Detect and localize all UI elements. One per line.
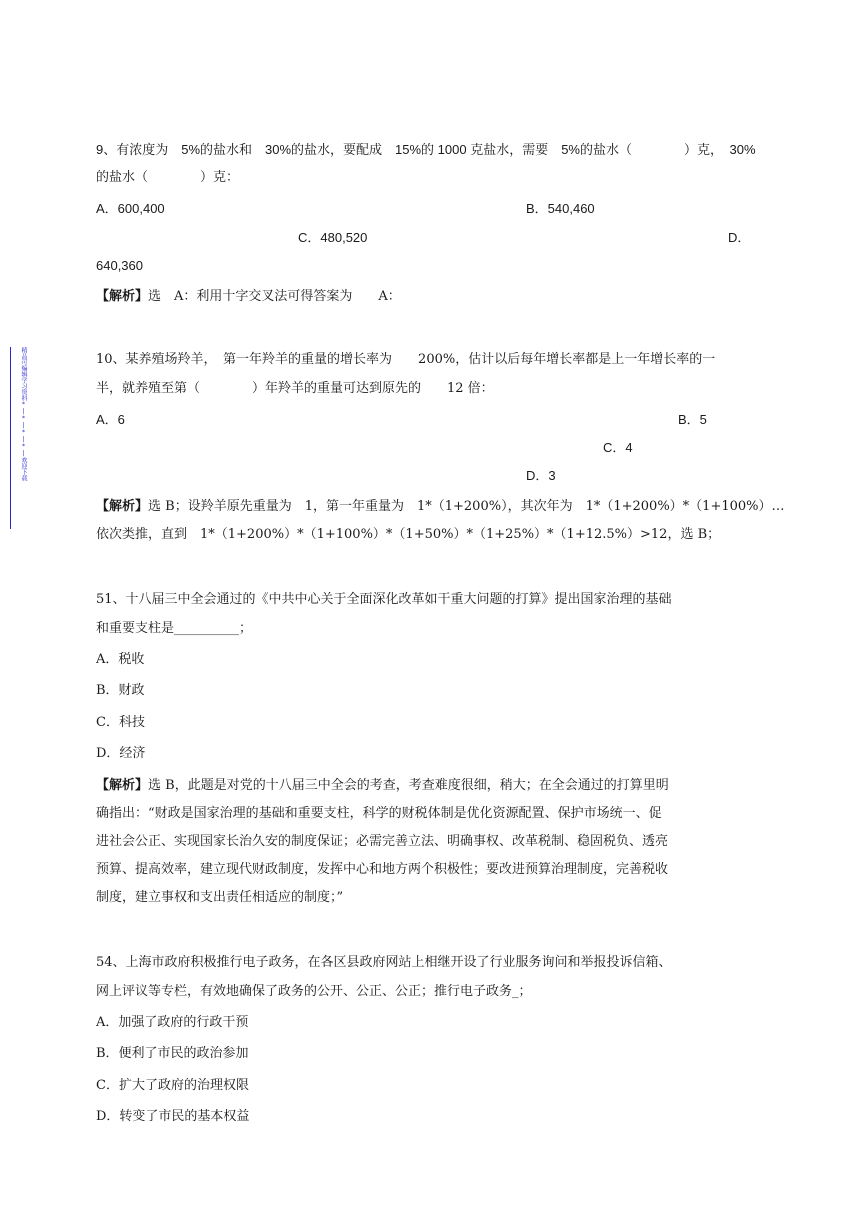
q10-option-d: D．3 [526, 468, 556, 483]
q9-option-d: D． [728, 230, 751, 245]
analysis-text: 选 A：利用十字交叉法可得答案为 A： [148, 289, 401, 304]
q9-stem-line-1: 9、有浓度为 5%的盐水和 30%的盐水，要配成 15%的 1000 克盐水，需要 5%的盐水（ ）克， 30% [96, 142, 756, 157]
q51-stem-line-1: 51、十八届三中全会通过的《中共中心关于全面深化改革如干重大问题的打算》提出国家治理的基础 [96, 592, 672, 607]
q51-option-a: A．税收 [96, 652, 145, 667]
q10-stem-line-2: 半，就养殖至第（ ）年羚羊的重量可达到原先的 12 倍： [96, 381, 494, 396]
q10-stem-line-1: 10、某养殖场羚羊， 第一年羚羊的重量的增长率为 200%，估计以后每年增长率都是上一年增长率的一 [96, 352, 716, 367]
q10-analysis-line-2: 依次类推，直到 1*（1+200%）*（1+100%）*（1+50%）*（1+25%）*（1+12.5%）>12，选 B； [96, 527, 721, 542]
analysis-text: 选 B，此题是对党的十八届三中全会的考查，考查难度很细，稍大；在全会通过的打算里明 [148, 778, 669, 793]
q51-option-d: D．经济 [96, 746, 146, 761]
analysis-text: 选 B；设羚羊原先重量为 1，第一年重量为 1*（1+200%），其次年为 1*（1+200%）*（1+100%）… [148, 499, 785, 514]
q51-analysis-line-4: 预算、提高效率，建立现代财政制度，发挥中心和地方两个积极性；要改进预算治理制度，完善税收 [96, 862, 669, 877]
q54-option-d: D．转变了市民的基本权益 [96, 1109, 250, 1124]
q9-option-a: A．600,400 [96, 201, 165, 216]
q10-analysis-line-1 [96, 498, 785, 516]
q9-option-c: C．480,520 [298, 230, 368, 245]
q54-option-c: C．扩大了政府的治理权限 [96, 1078, 249, 1093]
q10-option-a: A．6 [96, 412, 125, 427]
q9-option-b: B．540,460 [526, 201, 595, 216]
q54-option-a: A．加强了政府的行政干预 [96, 1015, 249, 1030]
q51-option-c: C．科技 [96, 715, 145, 730]
q51-option-b: B．财政 [96, 683, 145, 698]
q10-option-c: C．4 [603, 440, 633, 455]
q51-analysis-line-3: 进社会公正、实现国家长治久安的制度保证；必需完善立法、明确事权、改革税制、稳固税负、透亮 [96, 834, 669, 849]
analysis-label: 【解析】 [96, 499, 149, 514]
q9-analysis [96, 288, 401, 306]
q9-option-d-value: 640,360 [96, 258, 143, 273]
q51-stem-line-2: 和重要支柱是__________； [96, 621, 253, 636]
analysis-label: 【解析】 [96, 289, 149, 304]
analysis-label: 【解析】 [96, 778, 149, 793]
q51-analysis-line-2: 确指出：“财政是国家治理的基础和重要支柱，科学的财税体制是优化资源配置、保护市场统一、促 [96, 806, 662, 821]
q9-stem-line-2: 的盐水（ ）克： [96, 170, 240, 185]
q10-option-b: B．5 [678, 412, 707, 427]
q54-stem-line-2: 网上评议等专栏，有效地确保了政务的公开、公正、公正；推行电子政务_； [96, 984, 532, 999]
sidebar-watermark: 精品可编辑学习资料*|*|*|*|欢迎下载 [10, 347, 26, 529]
q54-stem-line-1: 54、上海市政府积极推行电子政务，在各区县政府网站上相继开设了行业服务询问和举报投诉信箱、 [96, 955, 672, 970]
q51-analysis-line-5: 制度，建立事权和支出责任相适应的制度；” [96, 890, 344, 905]
q54-option-b: B．便利了市民的政治参加 [96, 1046, 249, 1061]
q51-analysis-line-1 [96, 777, 669, 795]
